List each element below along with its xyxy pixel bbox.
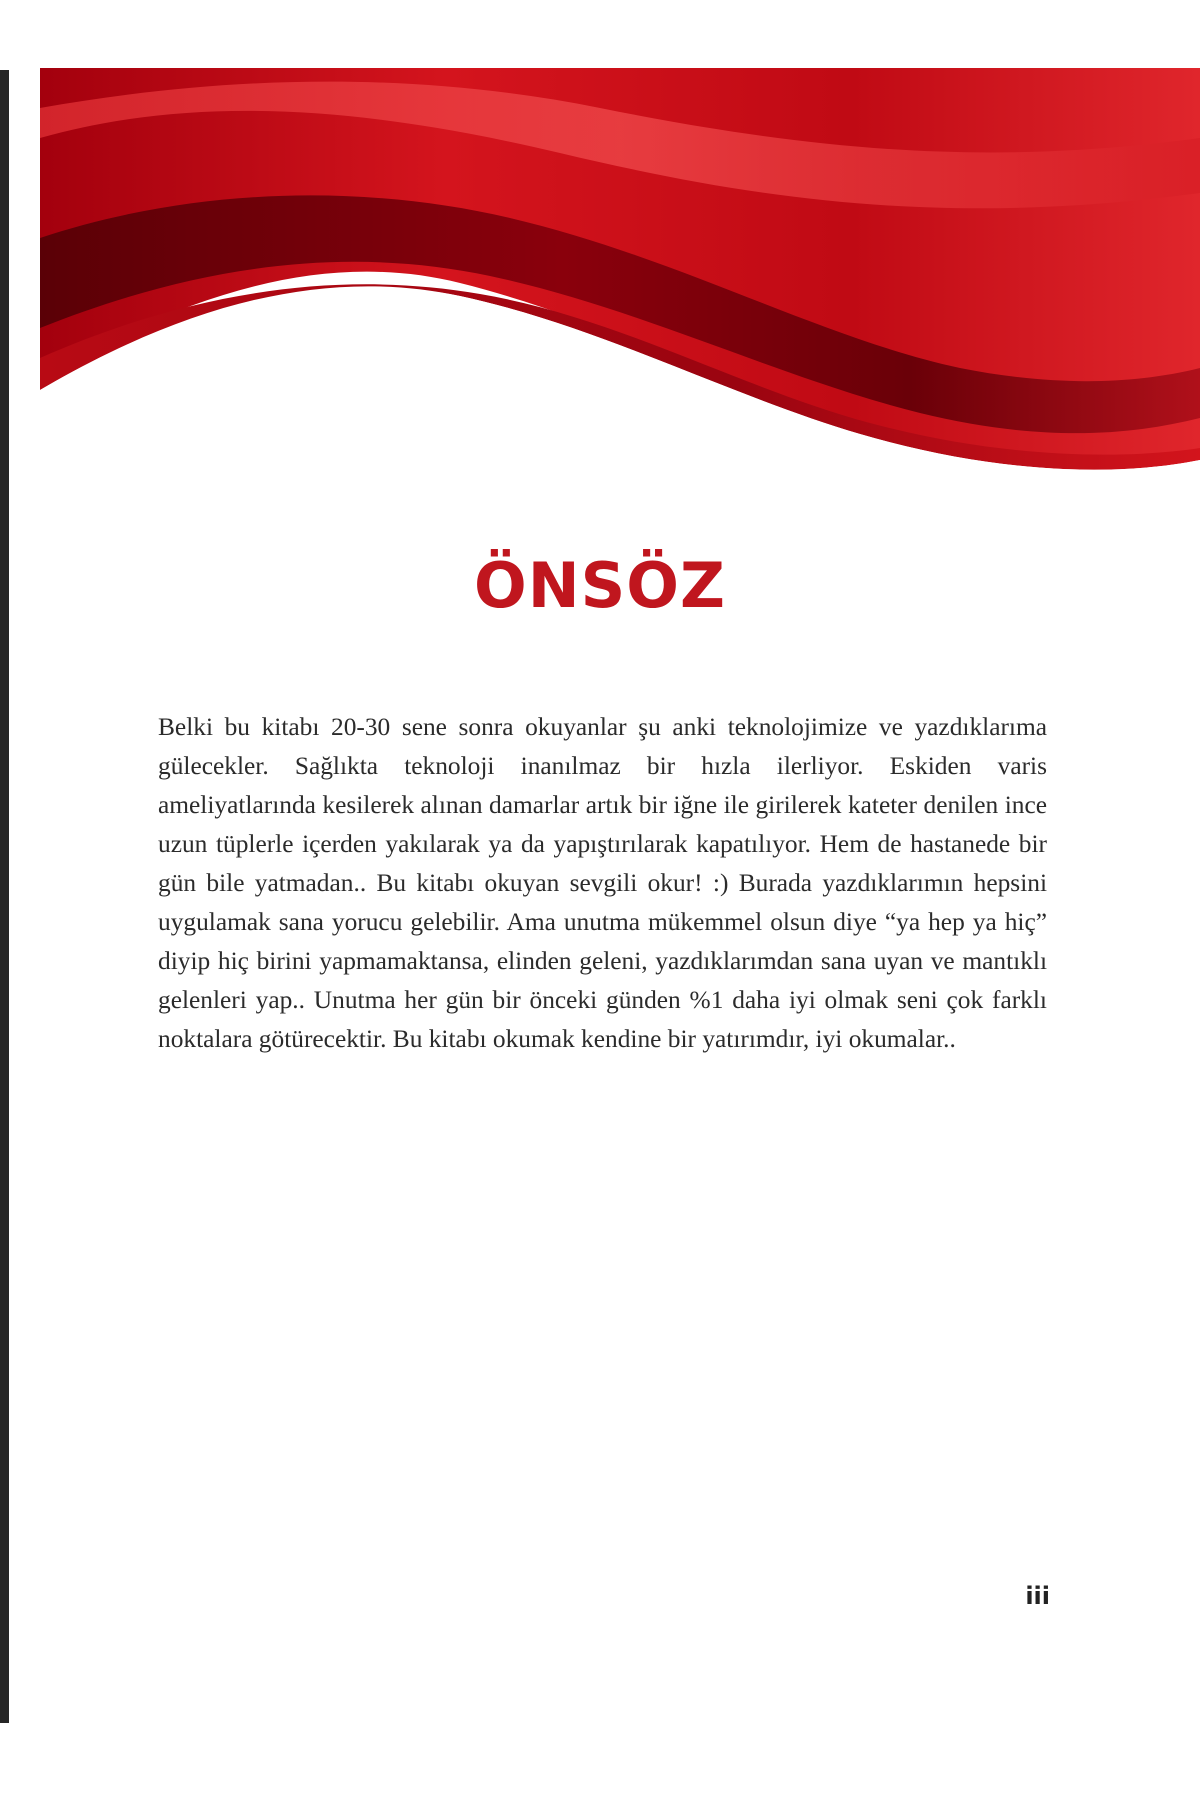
red-wave-banner <box>40 68 1200 500</box>
left-page-edge <box>0 70 9 1723</box>
page-title: ÖNSÖZ <box>474 549 726 622</box>
preface-paragraph: Belki bu kitabı 20-30 sene sonra okuyanlar şu anki teknolojimize ve yazdıklarıma gülecekler. Sağlıkta teknoloji inanılmaz bir hızla ilerliyor. Eskiden varis ameliyatlarında kesilerek alınan damarlar artık bir iğne ile girilerek kateter denilen ince uzun tüplerle içerden yakılarak ya da yapıştırılarak kapatılıyor. Hem de hastanede bir gün bile yatmadan.. Bu kitabı okuyan sevgili okur! :) Burada yazdıklarımın hepsini uygulamak sana yorucu gelebilir. Ama unutma mükemmel olsun diye “ya hep ya hiç” diyip hiç birini yapmamaktansa, elinden geleni, yazdıklarımdan sana uyan ve mantıklı gelenleri yap.. Unutma her gün bir önceki günden %1 daha iyi olmak seni çok farklı noktalara götürecektir. Bu kitabı okumak kendine bir yatırımdır, iyi okumalar.. <box>158 713 1047 1053</box>
page-number: iii <box>1025 1582 1050 1610</box>
wave-banner-graphic <box>40 68 1200 500</box>
